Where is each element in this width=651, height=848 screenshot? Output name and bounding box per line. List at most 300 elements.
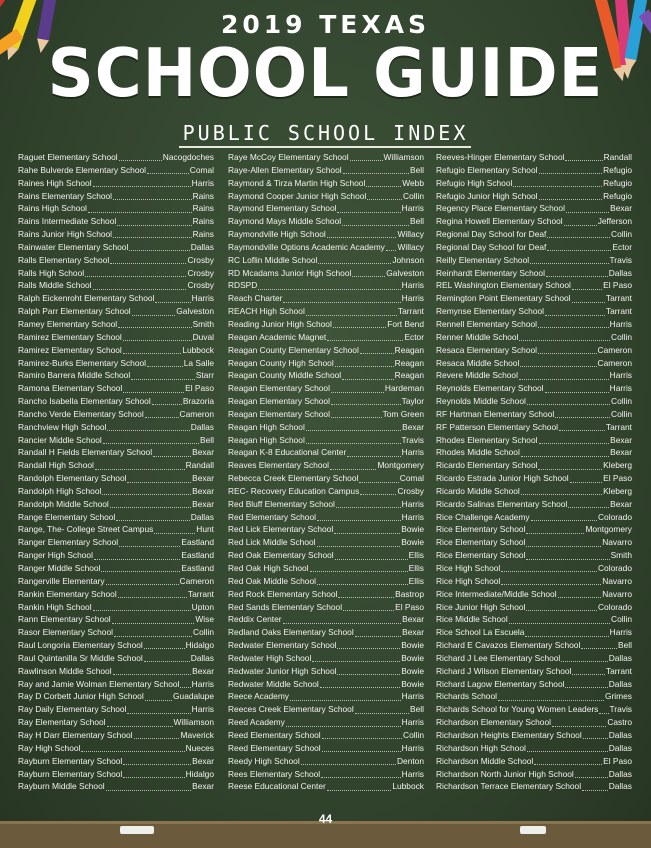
- county-name: Eastland: [181, 537, 214, 548]
- school-entry: [436, 716, 632, 729]
- school-name: Ramirez-Burks Elementary School: [18, 357, 146, 368]
- dot-leader: [106, 780, 192, 790]
- school-entry: [18, 665, 214, 678]
- school-name: Richardson Elementary School: [436, 717, 551, 728]
- school-name: Ramirez Elementary School: [18, 344, 122, 355]
- school-name: Randall High School: [18, 460, 94, 471]
- county-name: Taylor: [401, 396, 424, 407]
- county-name: Collin: [611, 229, 632, 240]
- school-name: Rayburn Elementary School: [18, 755, 123, 766]
- subtitle-underline: [179, 146, 471, 148]
- county-name: Dallas: [190, 421, 214, 432]
- school-name: Red Rock Elementary School: [228, 588, 338, 599]
- school-entry: [228, 331, 424, 344]
- dot-leader: [513, 177, 602, 187]
- school-entry: [436, 434, 632, 447]
- dot-leader: [322, 729, 402, 739]
- school-entry: [436, 742, 632, 755]
- county-name: Crosby: [187, 280, 214, 291]
- county-name: Harris: [401, 768, 424, 779]
- school-entry: [228, 369, 424, 382]
- county-name: Navarro: [602, 588, 632, 599]
- county-name: Bowie: [401, 537, 424, 548]
- school-entry: [18, 703, 214, 716]
- school-entry: [18, 344, 214, 357]
- dot-leader: [317, 511, 401, 521]
- dot-leader: [564, 215, 597, 225]
- school-name: Red Bluff Elementary School: [228, 498, 335, 509]
- school-name: Reilly Elementary School: [436, 254, 530, 265]
- county-name: Webb: [402, 177, 424, 188]
- school-entry: [18, 202, 214, 215]
- dot-leader: [290, 690, 401, 700]
- county-name: Collin: [611, 408, 632, 419]
- school-name: RD Mcadams Junior High School: [228, 267, 352, 278]
- dot-leader: [342, 369, 394, 379]
- school-entry: [18, 639, 214, 652]
- chalk-piece: [520, 826, 546, 834]
- school-name: Ricardo Salinas Elementary School: [436, 498, 568, 509]
- dot-leader: [337, 202, 400, 212]
- school-name: Reinhardt Elementary School: [436, 267, 545, 278]
- school-entry: [436, 575, 632, 588]
- dot-leader: [498, 690, 604, 700]
- dot-leader: [547, 228, 610, 238]
- school-name: Richard J Wilson Elementary School: [436, 665, 572, 676]
- county-name: Colorado: [598, 563, 632, 573]
- county-name: Hunt: [196, 524, 214, 535]
- county-name: Tarrant: [605, 306, 632, 317]
- county-name: Bowie: [401, 524, 424, 535]
- county-name: Bexar: [610, 447, 632, 458]
- school-name: Reedy High School: [228, 755, 300, 766]
- school-entry: [18, 459, 214, 472]
- county-name: Bexar: [192, 473, 214, 484]
- school-name: Rhodes Middle School: [436, 447, 520, 458]
- school-name: Red Oak Elementary School: [228, 550, 334, 561]
- school-entry: [228, 421, 424, 434]
- school-entry: [228, 190, 424, 203]
- dot-leader: [152, 395, 182, 405]
- county-name: Harris: [401, 293, 424, 304]
- county-name: Wise: [195, 614, 214, 625]
- school-name: Raymond Cooper Junior High School: [228, 190, 367, 201]
- school-entry: [436, 190, 632, 203]
- dot-leader: [526, 601, 597, 611]
- county-name: Bexar: [610, 203, 632, 214]
- school-entry: [18, 562, 214, 575]
- county-name: Cameron: [179, 575, 214, 586]
- school-name: Reagan County Elementary School: [228, 344, 359, 355]
- school-name: Reagan High School: [228, 434, 305, 445]
- dot-leader: [501, 562, 597, 572]
- school-name: Reagan High School: [228, 421, 305, 432]
- county-name: Bexar: [402, 421, 424, 432]
- county-name: El Paso: [603, 755, 632, 766]
- county-name: Williamson: [173, 717, 214, 728]
- school-name: Randall H Fields Elementary School: [18, 447, 153, 458]
- dot-leader: [327, 780, 392, 790]
- dot-leader: [565, 151, 602, 161]
- school-entry: [228, 652, 424, 665]
- school-name: Ramey Elementary School: [18, 318, 118, 329]
- school-name: Raul Longoria Elementary School: [18, 640, 143, 651]
- school-name: Raymond Mays Middle School: [228, 216, 342, 227]
- school-entry: [228, 665, 424, 678]
- dot-leader: [570, 472, 602, 482]
- school-name: Ray Daily Elementary School: [18, 704, 127, 715]
- dot-leader: [572, 279, 602, 289]
- school-name: Range, The- College Street Campus: [18, 524, 154, 535]
- dot-leader: [539, 434, 610, 444]
- school-entry: [436, 601, 632, 614]
- school-name: Renner Middle School: [436, 331, 519, 342]
- county-name: Harris: [191, 678, 214, 689]
- guide-title: SCHOOL GUIDE: [47, 35, 604, 113]
- school-name: Remynse Elementary School: [436, 306, 544, 317]
- county-name: Rains: [192, 203, 214, 214]
- dot-leader: [547, 241, 611, 251]
- school-name: Rayburn Elementary School: [18, 768, 123, 779]
- county-name: Upton: [191, 601, 214, 612]
- school-entry: [436, 369, 632, 382]
- county-name: Bell: [618, 640, 632, 651]
- county-name: Grimes: [605, 691, 632, 702]
- school-name: Refugio Elementary School: [436, 164, 538, 175]
- dot-leader: [334, 523, 400, 533]
- school-name: Reagan Academic Magnet: [228, 331, 327, 342]
- county-name: Bexar: [192, 665, 214, 676]
- dot-leader: [317, 536, 401, 546]
- school-name: Richard Lagow Elementary School: [436, 678, 565, 689]
- school-entry: [436, 279, 632, 292]
- county-name: Fort Bend: [387, 318, 424, 329]
- dot-leader: [335, 357, 394, 367]
- county-name: Ector: [612, 241, 632, 252]
- county-name: Harris: [401, 511, 424, 522]
- school-entry: [18, 382, 214, 395]
- county-name: Nacogdoches: [162, 152, 214, 162]
- dot-leader: [534, 755, 602, 765]
- dot-leader: [531, 511, 597, 521]
- dot-leader: [88, 202, 192, 212]
- dot-leader: [331, 395, 401, 405]
- dot-leader: [127, 472, 191, 482]
- school-entry: [18, 652, 214, 665]
- school-name: Rebecca Creek Elementary School: [228, 473, 359, 484]
- dot-leader: [521, 485, 602, 495]
- school-entry: [228, 215, 424, 228]
- dot-leader: [154, 523, 195, 533]
- school-entry: [436, 549, 632, 562]
- school-entry: [228, 446, 424, 459]
- school-name: Ramirez Elementary School: [18, 331, 122, 342]
- county-name: Eastland: [181, 563, 214, 573]
- school-name: Resaca Elementary School: [436, 344, 538, 355]
- dot-leader: [93, 601, 191, 611]
- school-name: Redwater High School: [228, 652, 312, 663]
- school-name: Richard J Lee Elementary School: [436, 652, 561, 663]
- school-entry: [18, 395, 214, 408]
- school-entry: [436, 639, 632, 652]
- school-name: Richardson Heights Elementary School: [436, 729, 582, 740]
- school-name: Ray High School: [18, 742, 81, 753]
- county-name: Bexar: [192, 755, 214, 766]
- county-name: Tarrant: [605, 293, 632, 304]
- school-name: Reeces Creek Elementary School: [228, 704, 354, 715]
- dot-leader: [110, 498, 191, 508]
- school-name: Ramiro Barrera Middle School: [18, 370, 131, 381]
- dot-leader: [352, 267, 385, 277]
- dot-leader: [527, 742, 608, 752]
- school-entry: [228, 459, 424, 472]
- school-entry: [228, 279, 424, 292]
- school-entry: [436, 228, 632, 241]
- school-name: Reagan Elementary School: [228, 396, 330, 407]
- county-name: Bowie: [401, 640, 424, 651]
- school-name: Rice Intermediate/Middle School: [436, 588, 557, 599]
- county-name: Crosby: [397, 485, 424, 496]
- county-name: Harris: [401, 691, 424, 702]
- school-entry: [18, 177, 214, 190]
- county-name: Harris: [401, 498, 424, 509]
- dot-leader: [526, 523, 584, 533]
- school-entry: [18, 498, 214, 511]
- school-entry: [18, 613, 214, 626]
- dot-leader: [331, 408, 382, 418]
- school-entry: [228, 485, 424, 498]
- county-name: Ellis: [408, 563, 424, 573]
- county-name: Refugio: [603, 164, 632, 175]
- school-entry: [18, 575, 214, 588]
- school-entry: [228, 690, 424, 703]
- school-entry: [18, 755, 214, 768]
- school-entry: [228, 164, 424, 177]
- county-name: Harris: [609, 318, 632, 329]
- dot-leader: [555, 408, 610, 418]
- school-entry: [18, 446, 214, 459]
- school-name: Rasor Elementary School: [18, 627, 113, 638]
- dot-leader: [538, 459, 602, 469]
- dot-leader: [155, 292, 190, 302]
- county-name: Lubbock: [392, 781, 424, 792]
- county-name: El Paso: [603, 473, 632, 484]
- school-entry: [228, 575, 424, 588]
- dot-leader: [127, 703, 190, 713]
- school-entry: [436, 652, 632, 665]
- dot-leader: [113, 228, 192, 238]
- county-name: Rains: [192, 216, 214, 227]
- school-name: Raymond & Tirza Martin High School: [228, 177, 366, 188]
- county-name: Navarro: [602, 575, 632, 586]
- school-name: Red Sands Elementary School: [228, 601, 343, 612]
- school-entry: [436, 408, 632, 421]
- school-entry: [228, 601, 424, 614]
- school-entry: [436, 780, 632, 793]
- school-name: Remington Point Elementary School: [436, 293, 571, 304]
- county-name: Colorado: [598, 511, 632, 522]
- dot-leader: [93, 279, 187, 289]
- dot-leader: [338, 588, 394, 598]
- school-entry: [228, 202, 424, 215]
- school-entry: [436, 472, 632, 485]
- school-entry: [228, 511, 424, 524]
- school-name: Rains Elementary School: [18, 190, 113, 201]
- school-entry: [18, 241, 214, 254]
- school-entry: [228, 626, 424, 639]
- school-name: Raye-Allen Elementary School: [228, 164, 342, 175]
- county-name: Dallas: [190, 241, 214, 252]
- school-name: Rice Elementary School: [436, 550, 526, 561]
- school-entry: [228, 498, 424, 511]
- dot-leader: [320, 678, 400, 688]
- county-name: Bowie: [401, 652, 424, 663]
- school-entry: [18, 768, 214, 781]
- school-name: Ranchview High School: [18, 421, 107, 432]
- county-name: Brazoria: [182, 396, 214, 407]
- dot-leader: [113, 665, 192, 675]
- county-name: Randall: [185, 460, 214, 471]
- school-entry: [436, 613, 632, 626]
- school-entry: [18, 318, 214, 331]
- school-entry: [18, 729, 214, 742]
- county-name: Johnson: [392, 254, 424, 265]
- dot-leader: [94, 549, 180, 559]
- school-entry: [436, 690, 632, 703]
- school-entry: [228, 267, 424, 280]
- dot-leader: [286, 716, 401, 726]
- dot-leader: [359, 472, 398, 482]
- dot-leader: [123, 344, 182, 354]
- county-name: Dallas: [608, 267, 632, 278]
- county-name: Harris: [191, 177, 214, 188]
- dot-leader: [336, 498, 401, 508]
- county-name: Cameron: [179, 408, 214, 419]
- school-name: Ray H Darr Elementary School: [18, 729, 133, 740]
- dot-leader: [118, 318, 191, 328]
- dot-leader: [106, 575, 179, 585]
- school-entry: [228, 357, 424, 370]
- dot-leader: [102, 485, 191, 495]
- dot-leader: [526, 536, 601, 546]
- county-name: Smith: [192, 318, 214, 329]
- school-name: Ramona Elementary School: [18, 383, 123, 394]
- school-entry: [18, 292, 214, 305]
- dot-leader: [526, 549, 609, 559]
- school-entry: [18, 279, 214, 292]
- county-name: Montgomery: [585, 524, 632, 535]
- school-name: Reese Educational Center: [228, 781, 326, 792]
- school-name: Randolph Middle School: [18, 498, 109, 509]
- county-name: Comal: [189, 164, 214, 175]
- county-name: Travis: [401, 434, 424, 445]
- school-entry: [436, 305, 632, 318]
- school-entry: [228, 344, 424, 357]
- school-name: Ralls Elementary School: [18, 254, 110, 265]
- school-name: Ray Elementary School: [18, 717, 106, 728]
- dot-leader: [81, 742, 184, 752]
- dot-leader: [301, 755, 396, 765]
- dot-leader: [306, 421, 401, 431]
- dot-leader: [519, 369, 609, 379]
- school-name: Richardson Terrace Elementary School: [436, 781, 582, 792]
- dot-leader: [350, 151, 383, 161]
- county-name: Dallas: [190, 652, 214, 663]
- county-name: Crosby: [187, 267, 214, 278]
- school-entry: [18, 357, 214, 370]
- school-name: Rankin Elementary School: [18, 588, 117, 599]
- county-name: Collin: [403, 729, 424, 740]
- school-entry: [228, 768, 424, 781]
- school-entry: [18, 485, 214, 498]
- school-name: Richardson High School: [436, 742, 526, 753]
- school-name: Rainwater Elementary School: [18, 241, 129, 252]
- school-name: Ralls High School: [18, 267, 85, 278]
- school-name: Raul Quintanilla Sr Middle School: [18, 652, 143, 663]
- county-name: Randall: [603, 152, 632, 162]
- dot-leader: [337, 665, 400, 675]
- school-entry: [228, 536, 424, 549]
- county-name: Jefferson: [597, 216, 632, 227]
- school-entry: [228, 549, 424, 562]
- school-entry: [436, 498, 632, 511]
- dot-leader: [107, 421, 189, 431]
- school-entry: [18, 780, 214, 793]
- school-entry: [436, 729, 632, 742]
- school-entry: [436, 421, 632, 434]
- dot-leader: [545, 305, 605, 315]
- dot-leader: [116, 511, 189, 521]
- dot-leader: [539, 190, 603, 200]
- school-name: Revere Middle School: [436, 370, 518, 381]
- dot-leader: [538, 344, 597, 354]
- school-entry: [228, 318, 424, 331]
- county-name: Bastrop: [395, 588, 424, 599]
- county-name: Harris: [609, 627, 632, 638]
- county-name: Harris: [401, 717, 424, 728]
- school-name: RF Hartman Elementary School: [436, 408, 555, 419]
- dot-leader: [343, 164, 409, 174]
- school-name: Raines High School: [18, 177, 92, 188]
- school-name: Ranger High School: [18, 550, 93, 561]
- school-entry: [228, 742, 424, 755]
- school-entry: [228, 716, 424, 729]
- school-name: Richard E Cavazos Elementary School: [436, 640, 581, 651]
- chalk-piece: [120, 826, 154, 834]
- school-name: Ray and Jamie Wolman Elementary School: [18, 678, 180, 689]
- county-name: Kleberg: [603, 460, 632, 471]
- dot-leader: [147, 164, 189, 174]
- school-entry: [228, 755, 424, 768]
- county-name: Kleberg: [603, 485, 632, 496]
- county-name: Travis: [609, 254, 632, 265]
- dot-leader: [333, 318, 386, 328]
- school-name: Rancho Verde Elementary School: [18, 408, 144, 419]
- school-name: Raymond Elementary School: [228, 203, 337, 214]
- school-entry: [436, 562, 632, 575]
- dot-leader: [559, 421, 605, 431]
- school-name: Red Elementary School: [228, 511, 316, 522]
- school-name: Richardson North Junior High School: [436, 768, 574, 779]
- county-name: Galveston: [176, 306, 214, 317]
- county-name: Montgomery: [377, 460, 424, 471]
- school-name: Ray D Corbett Junior High School: [18, 691, 144, 702]
- dot-leader: [509, 613, 610, 623]
- school-name: Reece Academy: [228, 691, 289, 702]
- school-name: Regina Howell Elementary School: [436, 216, 563, 227]
- school-entry: [436, 344, 632, 357]
- dot-leader: [558, 588, 602, 598]
